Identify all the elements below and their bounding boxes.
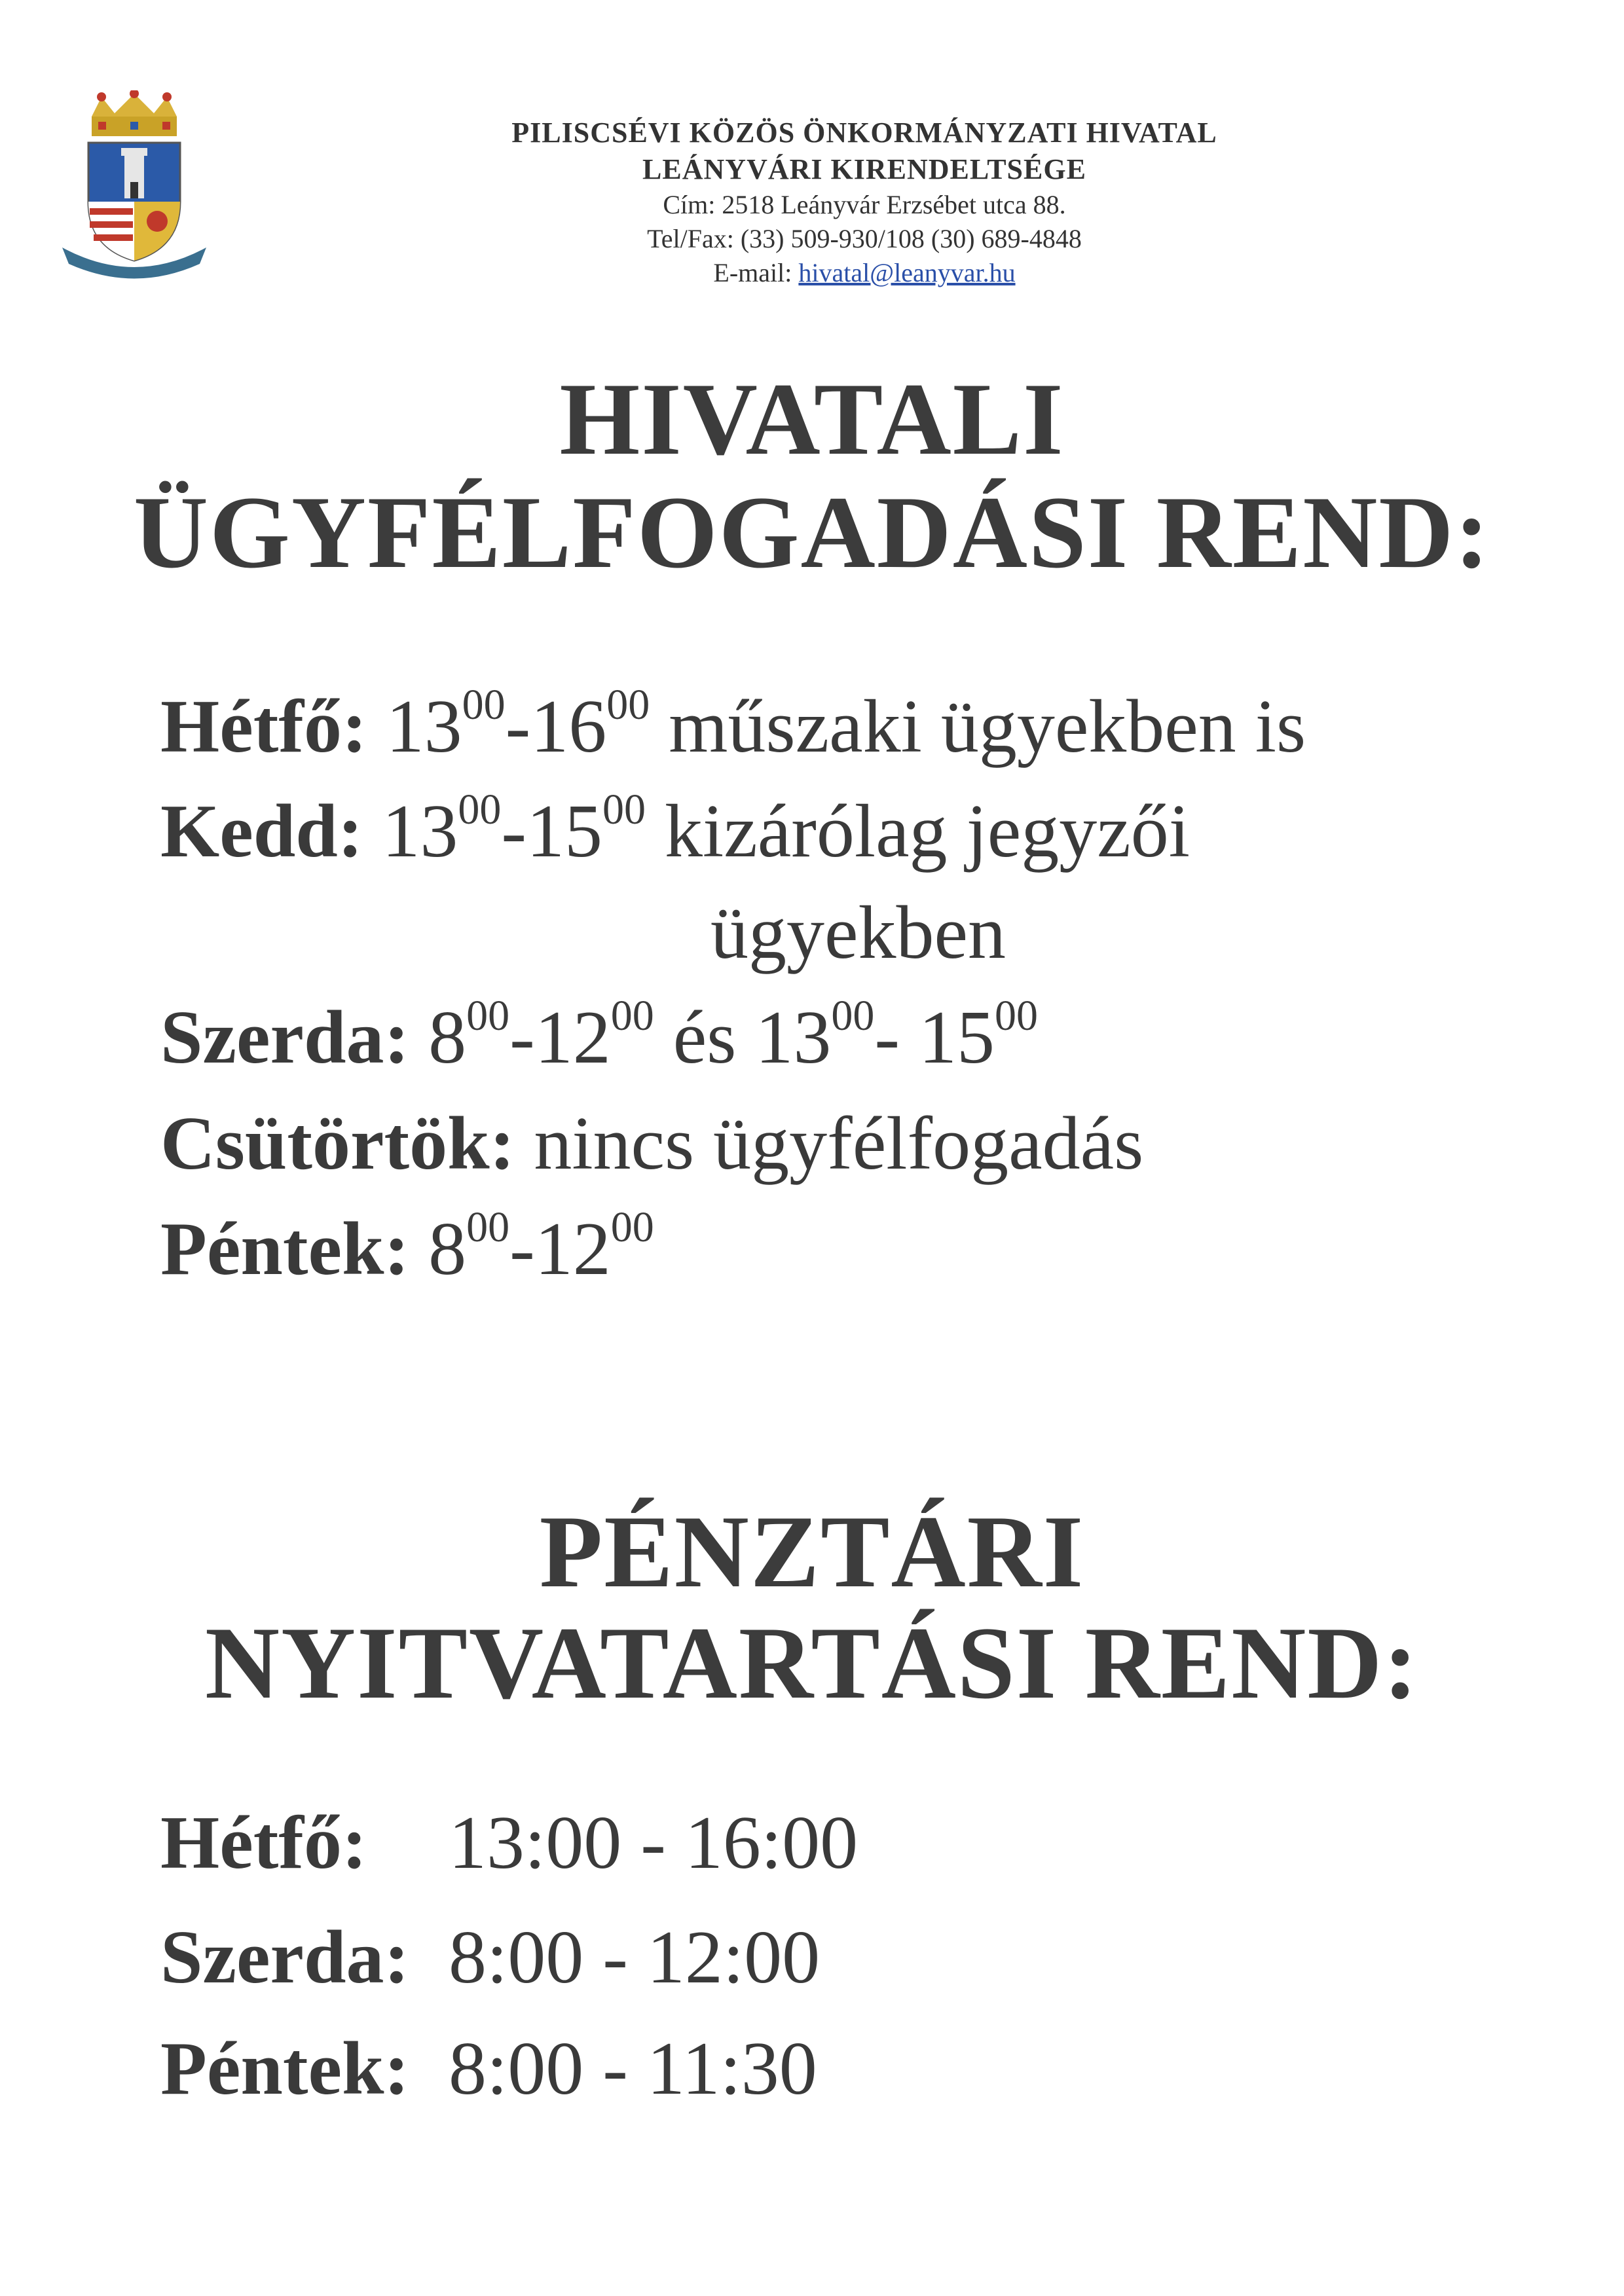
section2-title-line1: PÉNZTÁRI: [539, 1495, 1085, 1609]
time-to: $-16^{00}$: [505, 681, 650, 769]
day-label: Péntek:: [160, 2027, 410, 2111]
schedule-note-continued: ügyekben: [710, 891, 1006, 975]
time-second-to: - $15^{00}$: [874, 992, 1039, 1080]
day-label: Szerda:: [160, 1916, 410, 1999]
schedule-note: műszaki ügyekben is: [669, 685, 1306, 769]
cashier-hours: 13:00 - 16:00: [449, 1801, 858, 1885]
schedule-row-monday: [160, 681, 1306, 769]
time-from: $8^{00}$: [428, 1203, 510, 1291]
day-label: Csütörtök:: [160, 1102, 515, 1186]
time-from: $13^{00}$: [382, 786, 502, 873]
cashier-row-monday: [160, 1800, 858, 1886]
office-name-line2: LEÁNYVÁRI KIRENDELTSÉGE: [642, 153, 1086, 185]
time-to: $-12^{00}$: [509, 992, 654, 1080]
schedule-note: nincs ügyfélfogadás: [534, 1102, 1144, 1186]
office-name-line1: PILISCSÉVI KÖZÖS ÖNKORMÁNYZATI HIVATAL: [511, 117, 1217, 149]
day-label: Péntek:: [160, 1207, 410, 1291]
section1-title-line2: ÜGYFÉLFOGADÁSI REND:: [133, 475, 1491, 590]
day-label: Hétfő:: [160, 685, 367, 769]
schedule-row-tuesday: [160, 786, 1190, 874]
day-label: Szerda:: [160, 996, 410, 1080]
office-address: Cím: 2518 Leányvár Erzsébet utca 88.: [663, 190, 1066, 219]
cashier-hours: 8:00 - 11:30: [449, 2027, 817, 2111]
time-second-from: és $13^{00}$: [673, 992, 875, 1080]
coat-of-arms-icon: [62, 90, 206, 280]
schedule-row-thursday: [160, 1101, 1143, 1186]
time-from: $13^{00}$: [386, 681, 506, 769]
schedule-row-friday: [160, 1203, 654, 1292]
office-email-line: [406, 256, 1323, 290]
cashier-row-wednesday: [160, 1915, 820, 2000]
schedule-note: kizárólag jegyzői: [665, 790, 1190, 873]
section2-title-line2: NYITVATARTÁSI REND:: [204, 1606, 1420, 1721]
time-from: $8^{00}$: [428, 992, 510, 1080]
cashier-hours: 8:00 - 12:00: [449, 1916, 821, 1999]
time-to: $-12^{00}$: [509, 1203, 654, 1291]
email-label: E-mail:: [713, 258, 799, 287]
email-link[interactable]: hivatal@leanyvar.hu: [798, 258, 1016, 287]
office-header: [406, 115, 1323, 290]
section1-title-line1: HIVATALI: [559, 362, 1065, 477]
office-phone: Tel/Fax: (33) 509-930/108 (30) 689-4848: [647, 224, 1082, 253]
time-to: $-15^{00}$: [501, 786, 646, 873]
day-label: Kedd:: [160, 790, 363, 873]
schedule-row-wednesday: [160, 992, 1039, 1080]
day-label: Hétfő:: [160, 1801, 367, 1885]
cashier-row-friday: [160, 2026, 817, 2111]
